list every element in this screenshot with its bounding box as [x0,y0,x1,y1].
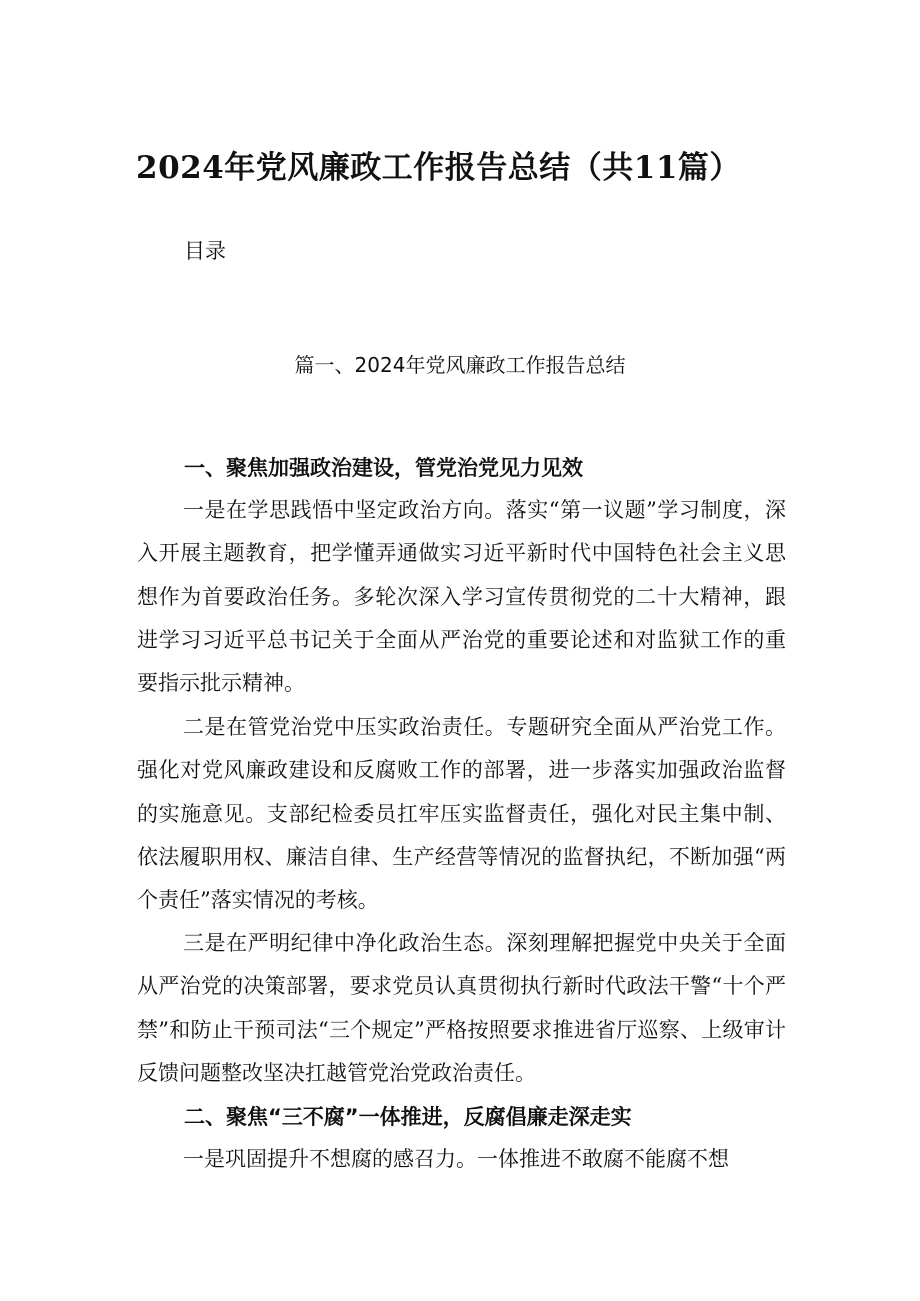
paragraph: 一是在学思践悟中坚定政治方向。落实“第一议题”学习制度，深入开展主题教育，把学懂弄通做实习近平新时代中国特色社会主义思想作为首要政治任务。多轮次深入学习宣传贯彻党的二十大精神，跟进学习习近平总书记关于全面从严治党的重要论述和对监狱工作的重要指示批示精神。 [137,498,786,696]
document-title: 2024年党风廉政工作报告总结（共11篇） [136,150,741,186]
toc-label: 目录 [184,239,226,263]
section-heading-2: 二、聚焦“三不腐”一体推进，反腐倡廉走深走实 [184,1105,632,1129]
chapter-title: 篇一、2024年党风廉政工作报告总结 [294,353,626,377]
paragraph: 一是巩固提升不想腐的感召力。一体推进不敢腐不能腐不想 [183,1147,729,1171]
section-heading-1: 一、聚焦加强政治建设，管党治党见力见效 [184,456,583,480]
paragraph: 二是在管党治党中压实政治责任。专题研究全面从严治党工作。强化对党风廉政建设和反腐败工作的部署，进一步落实加强政治监督的实施意见。支部纪检委员扛牢压实监督责任，强化对民主集中制、依法履职用权、廉洁自律、生产经营等情况的监督执纪，不断加强“两个责任”落实情况的考核。 [137,715,786,913]
paragraph: 三是在严明纪律中净化政治生态。深刻理解把握党中央关于全面从严治党的决策部署，要求党员认真贯彻执行新时代政法干警“十个严禁”和防止干预司法“三个规定”严格按照要求推进省厅巡察、上级审计反馈问题整改坚决扛越管党治党政治责任。 [137,931,786,1085]
